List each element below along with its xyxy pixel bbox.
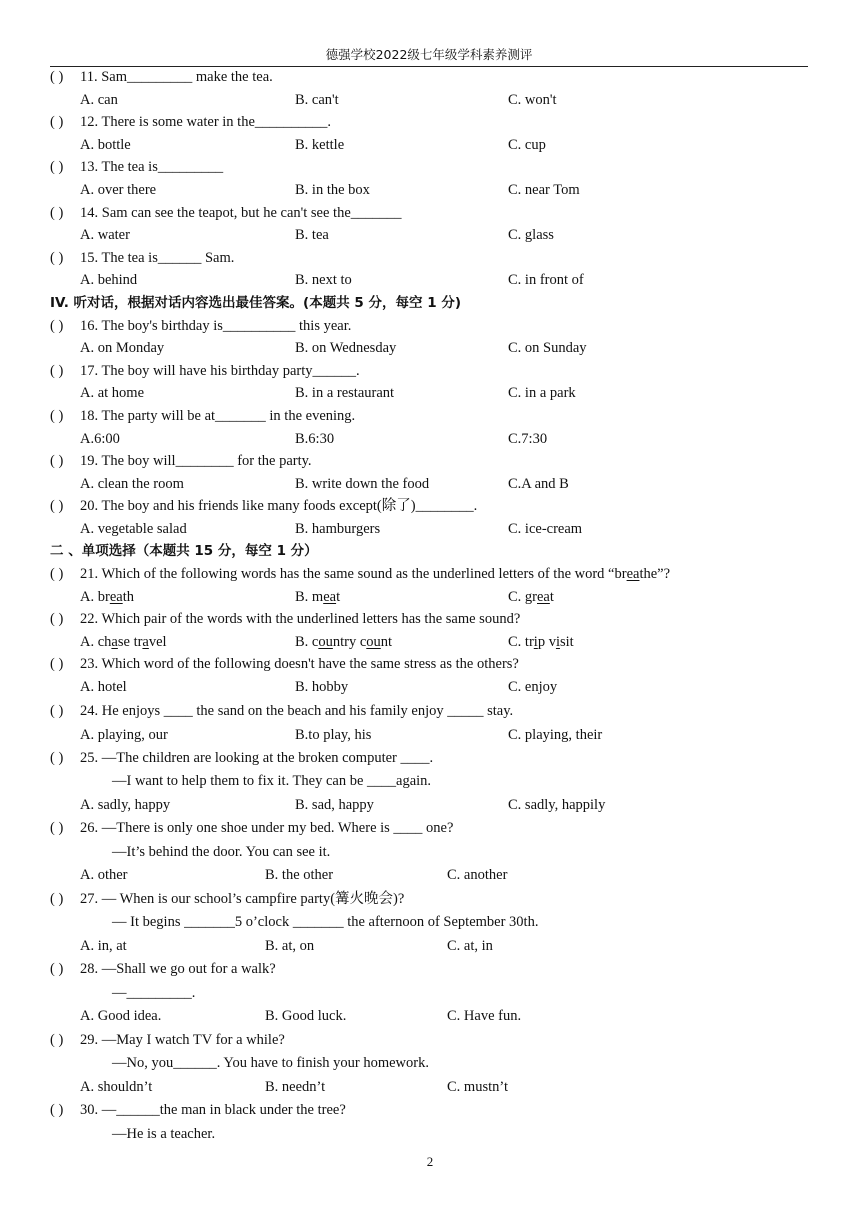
option-c: C. mustn’t (447, 1078, 508, 1095)
question-stem: 27. — When is our school’s campfire party(篝火晚会)? (80, 890, 405, 907)
answer-blank[interactable]: ( ) (50, 407, 64, 424)
options-21 (0, 586, 860, 609)
answer-blank[interactable]: ( ) (50, 656, 64, 673)
options-13 (0, 179, 860, 202)
answer-blank[interactable]: ( ) (50, 453, 64, 470)
options-16 (0, 337, 860, 360)
options-14 (0, 224, 860, 247)
answer-blank[interactable]: ( ) (50, 498, 64, 515)
question-stem: 16. The boy's birthday is__________ this year. (80, 317, 352, 334)
option-text: sit (559, 633, 574, 650)
question-stem: 25. —The children are looking at the broken computer ____. (80, 749, 434, 766)
option-c: C. at, in (447, 937, 493, 954)
option-b: B. tea (295, 227, 329, 244)
option-c: C. won't (508, 91, 557, 108)
option-b: B. needn’t (265, 1078, 326, 1095)
options-28 (0, 1005, 860, 1029)
option-b: B. hobby (295, 679, 349, 696)
question-18 (0, 405, 860, 428)
option-a: A. behind (80, 272, 138, 289)
answer-blank[interactable]: ( ) (50, 69, 64, 85)
option-a: A. vegetable salad (80, 520, 187, 537)
option-a: A. can (80, 91, 118, 108)
options-19 (0, 473, 860, 496)
question-25 (0, 747, 860, 771)
underlined-letters: ou (366, 633, 381, 650)
options-17 (0, 382, 860, 405)
option-c: C. glass (508, 227, 554, 244)
stem-text: 21. Which of the following words has the same sound as the underlined letters of the word “br (80, 566, 627, 583)
options-25 (0, 794, 860, 818)
option-c (508, 631, 574, 654)
option-b: B. in a restaurant (295, 385, 395, 402)
option-text: t (549, 588, 554, 605)
option-c: C. in front of (508, 272, 584, 289)
answer-blank[interactable]: ( ) (50, 249, 64, 266)
underlined-letters: ou (318, 633, 333, 650)
question-stem: 23. Which word of the following doesn't have the same stress as the others? (80, 656, 519, 673)
question-28 (0, 958, 860, 982)
underlined-letters: a (142, 633, 149, 650)
question-30-reply (0, 1123, 860, 1147)
option-b: B. at, on (265, 937, 315, 954)
option-c: C. ice-cream (508, 520, 583, 537)
question-stem: 13. The tea is_________ (80, 159, 224, 176)
option-b: B. in the box (295, 181, 370, 198)
question-stem: 14. Sam can see the teapot, but he can't see the_______ (80, 204, 402, 221)
question-stem: 28. —Shall we go out for a walk? (80, 961, 276, 978)
option-text: A. ch (80, 633, 112, 650)
option-a (80, 586, 134, 609)
options-20 (0, 518, 860, 541)
option-a: A. hotel (80, 679, 127, 696)
options-11 (0, 89, 860, 112)
option-c: C. Have fun. (447, 1008, 522, 1025)
question-23 (0, 653, 860, 676)
option-text: A. br (80, 588, 110, 605)
dialogue-line: — It begins _______5 o’clock _______ the afternoon of September 30th. (112, 914, 539, 931)
question-stem: 20. The boy and his friends like many foods except(除了)________. (80, 498, 478, 515)
question-26-reply (0, 841, 860, 865)
answer-blank[interactable]: ( ) (50, 1102, 64, 1119)
option-a: A. Good idea. (80, 1008, 162, 1025)
option-text: B. c (295, 633, 319, 650)
option-text: se tr (117, 633, 143, 650)
underlined-letters: ea (626, 566, 640, 583)
option-c: C. cup (508, 136, 546, 153)
stem-text: the”? (639, 566, 671, 583)
question-stem: 22. Which pair of the words with the underlined letters has the same sound? (80, 611, 521, 628)
option-a: A. water (80, 227, 130, 244)
option-b: B. the other (265, 867, 334, 884)
dialogue-line: —It’s behind the door. You can see it. (112, 843, 331, 860)
answer-blank[interactable]: ( ) (50, 820, 64, 837)
answer-blank[interactable]: ( ) (50, 317, 64, 334)
exam-content (0, 66, 860, 1146)
question-12 (0, 111, 860, 134)
option-a: A. bottle (80, 136, 131, 153)
option-a: A.6:00 (80, 430, 120, 447)
option-b (295, 586, 340, 609)
option-a: A. in, at (80, 937, 127, 954)
option-a: A. other (80, 867, 128, 884)
options-27 (0, 935, 860, 959)
option-b: B. can't (295, 91, 339, 108)
option-c: C.7:30 (508, 430, 548, 447)
question-27-reply (0, 911, 860, 935)
option-a: A. clean the room (80, 475, 184, 492)
dialogue-line: —He is a teacher. (112, 1125, 216, 1142)
option-c: C. on Sunday (508, 340, 587, 357)
option-c: C. near Tom (508, 181, 580, 198)
question-11 (0, 66, 860, 89)
option-c (508, 586, 554, 609)
option-b: B. kettle (295, 136, 345, 153)
question-stem: 12. There is some water in the__________. (80, 114, 332, 131)
option-c: C. in a park (508, 385, 576, 402)
question-28-reply (0, 982, 860, 1006)
options-22 (0, 631, 860, 654)
option-b: B. hamburgers (295, 520, 381, 537)
question-17 (0, 360, 860, 383)
section-title: IV. 听对话，根据对话内容选出最佳答案。(本题共 5 分，每空 1 分) (50, 294, 461, 311)
question-stem: 19. The boy will________ for the party. (80, 453, 312, 470)
question-26 (0, 817, 860, 841)
option-c: C. enjoy (508, 679, 558, 696)
option-b: B.to play, his (295, 726, 372, 743)
question-30 (0, 1099, 860, 1123)
question-15 (0, 247, 860, 270)
question-29-reply (0, 1052, 860, 1076)
options-24 (0, 723, 860, 747)
section-title: 二 、单项选择（本题共 15 分，每空 1 分） (50, 543, 318, 560)
option-a: A. at home (80, 385, 145, 402)
question-stem: 30. —______the man in black under the tree? (80, 1102, 346, 1119)
option-text: ntry c (332, 633, 367, 650)
question-22 (0, 608, 860, 631)
question-13 (0, 156, 860, 179)
question-stem (80, 563, 670, 586)
answer-blank[interactable]: ( ) (50, 961, 64, 978)
answer-blank[interactable]: ( ) (50, 204, 64, 221)
options-29 (0, 1076, 860, 1100)
question-stem: 24. He enjoys ____ the sand on the beach and his family enjoy _____ stay. (80, 702, 514, 719)
option-text: nt (380, 633, 393, 650)
question-16 (0, 315, 860, 338)
option-a: A. sadly, happy (80, 796, 171, 813)
option-a: A. shouldn’t (80, 1078, 153, 1095)
option-b (295, 631, 392, 654)
page-number: 2 (426, 1154, 434, 1169)
option-text: p v (537, 633, 556, 650)
answer-blank[interactable]: ( ) (50, 702, 64, 719)
underlined-letters: i (555, 633, 560, 650)
underlined-letters: ea (323, 588, 337, 605)
option-b: B. next to (295, 272, 352, 289)
question-stem: 17. The boy will have his birthday party______. (80, 362, 360, 379)
option-text: t (336, 588, 341, 605)
question-19 (0, 450, 860, 473)
answer-blank[interactable]: ( ) (50, 362, 64, 379)
dialogue-line: —_________. (112, 984, 196, 1001)
section-iv-heading (0, 292, 860, 315)
section-2-heading (0, 540, 860, 563)
options-26 (0, 864, 860, 888)
question-stem: 29. —May I watch TV for a while? (80, 1031, 285, 1048)
underlined-letters: a (111, 633, 118, 650)
question-29 (0, 1029, 860, 1053)
dialogue-line: —No, you______. You have to finish your homework. (112, 1055, 429, 1072)
option-b: B.6:30 (295, 430, 335, 447)
underlined-letters: ea (537, 588, 550, 605)
option-b: B. Good luck. (265, 1008, 347, 1025)
option-text: B. m (295, 588, 324, 605)
question-14 (0, 202, 860, 225)
answer-blank[interactable]: ( ) (50, 114, 64, 131)
option-a: A. over there (80, 181, 157, 198)
underlined-letters: ea (109, 588, 123, 605)
option-c: C. another (447, 867, 508, 884)
question-21 (0, 563, 860, 586)
answer-blank[interactable]: ( ) (50, 1031, 64, 1048)
answer-blank[interactable]: ( ) (50, 611, 64, 628)
question-24 (0, 699, 860, 723)
header-title: 德强学校2022级七年级学科素养测评 (325, 47, 533, 62)
options-12 (0, 134, 860, 157)
answer-blank[interactable]: ( ) (50, 566, 64, 583)
underlined-letters: i (533, 633, 538, 650)
option-c: C.A and B (508, 475, 569, 492)
options-23 (0, 676, 860, 699)
option-a: A. playing, our (80, 726, 168, 743)
question-stem: 15. The tea is______ Sam. (80, 249, 235, 266)
answer-blank[interactable]: ( ) (50, 159, 64, 176)
option-b: B. on Wednesday (295, 340, 397, 357)
question-stem: 11. Sam_________ make the tea. (80, 69, 273, 85)
options-18 (0, 428, 860, 451)
question-27 (0, 888, 860, 912)
option-text: th (122, 588, 134, 605)
options-15 (0, 269, 860, 292)
option-c: C. sadly, happily (508, 796, 606, 813)
option-a (80, 631, 167, 654)
option-text: vel (148, 633, 167, 650)
question-stem: 26. —There is only one shoe under my bed. Where is ____ one? (80, 820, 454, 837)
option-b: B. write down the food (295, 475, 430, 492)
question-20 (0, 495, 860, 518)
dialogue-line: —I want to help them to fix it. They can be ____again. (112, 773, 432, 790)
option-b: B. sad, happy (295, 796, 374, 813)
option-c: C. playing, their (508, 726, 603, 743)
option-a: A. on Monday (80, 340, 165, 357)
answer-blank[interactable]: ( ) (50, 749, 64, 766)
page-header (50, 46, 808, 67)
option-text: C. tr (508, 633, 534, 650)
question-stem: 18. The party will be at_______ in the evening. (80, 407, 356, 424)
answer-blank[interactable]: ( ) (50, 890, 64, 907)
question-25-reply (0, 770, 860, 794)
option-text: C. gr (508, 588, 537, 605)
